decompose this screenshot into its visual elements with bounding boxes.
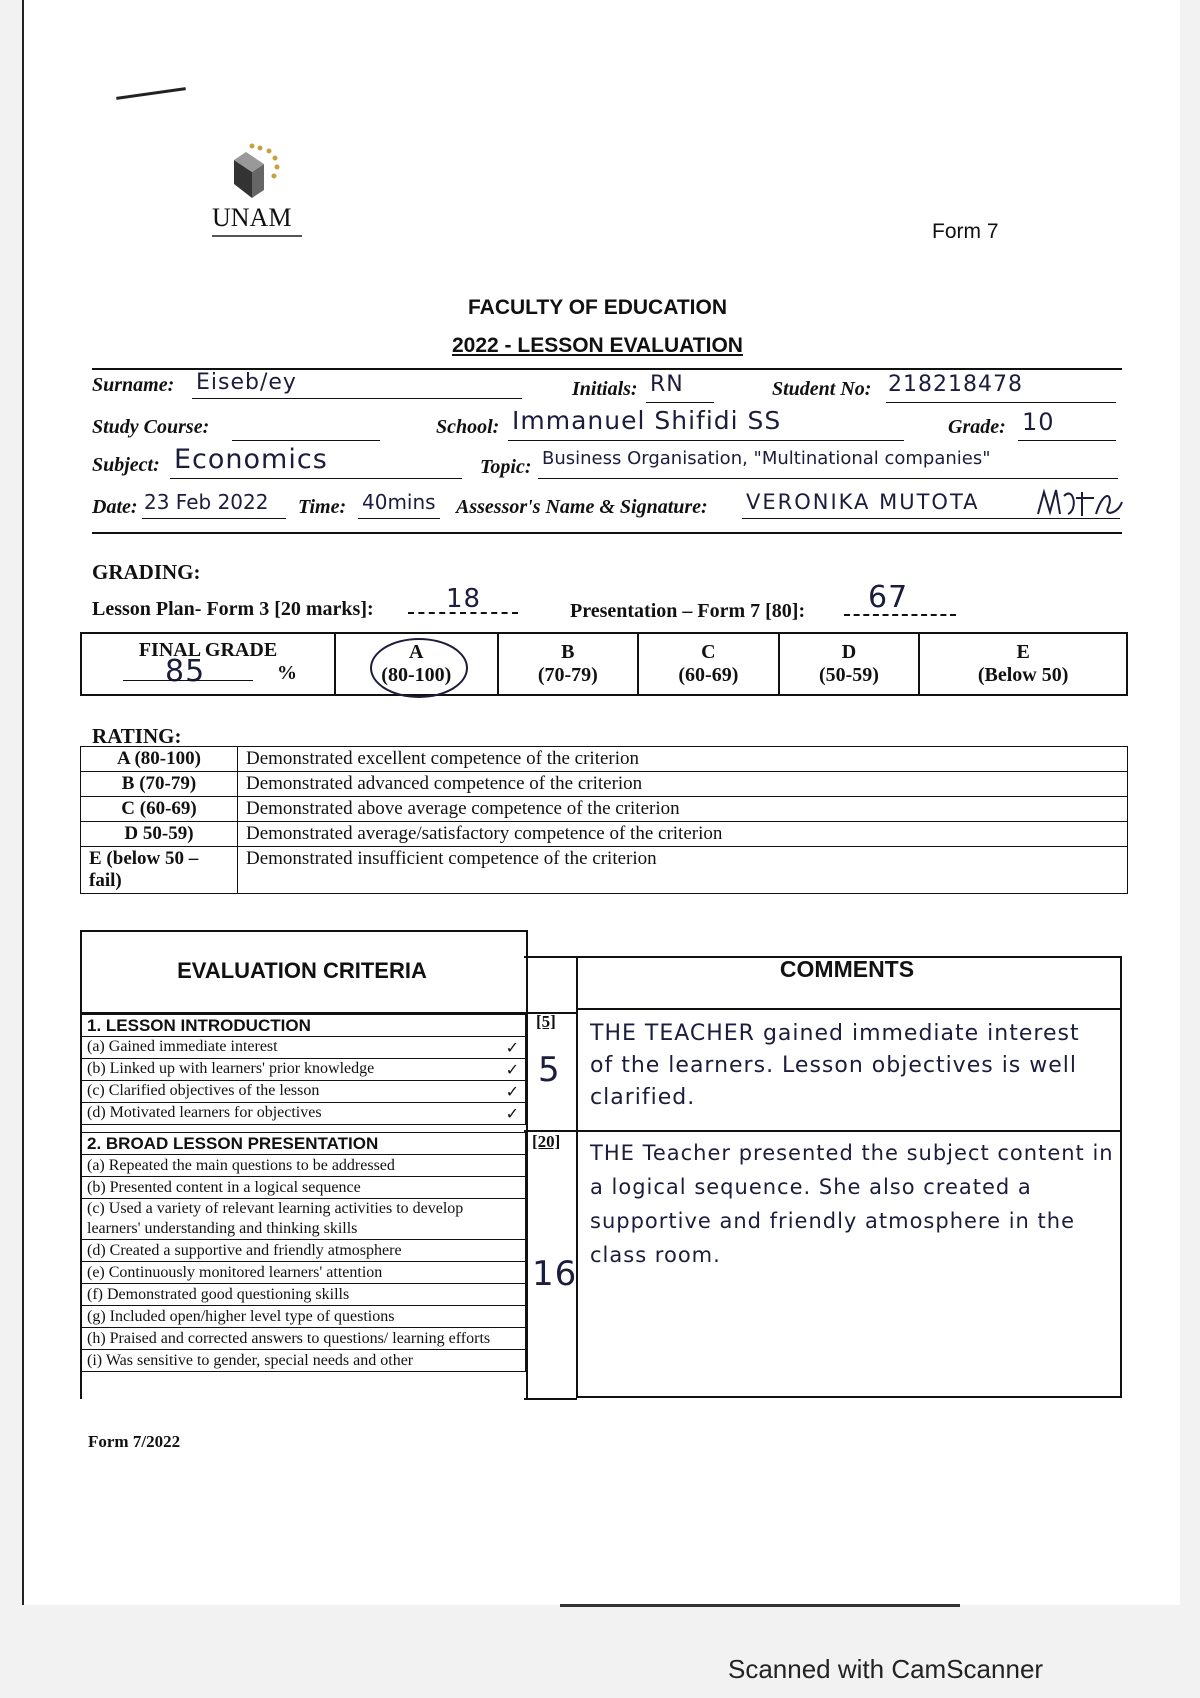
grade-band-e-letter: E — [1016, 641, 1030, 663]
footer-form-number: Form 7/2022 — [88, 1432, 181, 1451]
section-divider — [524, 1130, 1120, 1132]
grade-band-c-range: (60-69) — [678, 664, 739, 686]
percent-sign: % — [277, 661, 297, 684]
study-course-line — [232, 440, 380, 441]
section-2-score: 16 — [532, 1254, 578, 1294]
header-rule-bottom — [92, 532, 1122, 534]
grade-band-b-letter: B — [561, 641, 575, 663]
topic-line — [538, 478, 1118, 479]
grade-line — [1018, 440, 1116, 441]
student-no-label: Student No: — [772, 378, 872, 400]
criterion-item: (c) Clarified objectives of the lesson ✓ — [81, 1081, 526, 1103]
page-bottom-edge — [560, 1604, 960, 1607]
form-title: 2022 - LESSON EVALUATION — [452, 334, 743, 357]
rating-row — [81, 747, 1128, 772]
criterion-item: (g) Included open/higher level type of questions — [81, 1306, 526, 1328]
rating-desc: Demonstrated insufficient competence of the criterion — [238, 847, 1128, 894]
initials-line — [646, 402, 714, 403]
criterion-item: (i) Was sensitive to gender, special needs and other — [81, 1350, 526, 1372]
time-label: Time: — [298, 496, 347, 518]
grade-band-b — [498, 633, 639, 695]
rating-row — [81, 797, 1128, 822]
grade-band-c-letter: C — [701, 641, 716, 663]
lesson-plan-mark: 18 — [446, 584, 482, 614]
criterion-item: (f) Demonstrated good questioning skills — [81, 1284, 526, 1306]
section-1-comment: THE TEACHER gained immediate interest of the learners. Lesson objectives is well clarified. — [590, 1021, 1080, 1110]
study-course-label: Study Course: — [92, 416, 210, 438]
section-1-title: 1. LESSON INTRODUCTION — [81, 1015, 526, 1037]
rating-band: C (60-69) — [81, 797, 238, 822]
section-1-max: [5] — [536, 1012, 556, 1031]
student-no-line — [886, 402, 1116, 403]
topic-label: Topic: — [480, 456, 532, 478]
presentation-mark: 67 — [868, 580, 909, 615]
rating-table — [80, 746, 1128, 894]
date-line — [142, 518, 286, 519]
faculty-title: FACULTY OF EDUCATION — [468, 296, 727, 319]
grade-band-c — [638, 633, 779, 695]
grade-value: 10 — [1022, 408, 1055, 436]
rating-desc: Demonstrated above average competence of the criterion — [238, 797, 1128, 822]
grade-label: Grade: — [948, 416, 1006, 438]
time-line — [358, 518, 440, 519]
rating-band: D 50-59) — [81, 822, 238, 847]
criterion-item: (b) Presented content in a logical sequence — [81, 1177, 526, 1199]
student-no-value: 218218478 — [888, 372, 1023, 397]
rating-desc: Demonstrated excellent competence of the criterion — [238, 747, 1128, 772]
surname-label: Surname: — [92, 374, 175, 396]
check-icon: ✓ — [505, 1061, 519, 1079]
time-value: 40mins — [362, 490, 436, 514]
final-grade-cell — [81, 633, 335, 695]
rating-desc: Demonstrated advanced competence of the criterion — [238, 772, 1128, 797]
rating-row — [81, 847, 1128, 894]
criterion-item: (b) Linked up with learners' prior knowledge ✓ — [81, 1059, 526, 1081]
assessor-value: VERONIKA MUTOTA — [746, 490, 980, 514]
criterion-item: (e) Continuously monitored learners' attention — [81, 1262, 526, 1284]
assessor-label: Assessor's Name & Signature: — [456, 496, 708, 518]
school-value: Immanuel Shifidi SS — [512, 406, 782, 435]
criteria-heading: EVALUATION CRITERIA — [177, 958, 427, 983]
grade-band-e-range: (Below 50) — [977, 664, 1069, 686]
grading-heading: GRADING: — [92, 560, 201, 584]
presentation-label: Presentation – Form 7 [80]: — [570, 600, 806, 622]
rating-band: A (80-100) — [81, 747, 238, 772]
final-grade-label: FINAL GRADE — [138, 638, 278, 661]
comments-heading-rule — [576, 1008, 1120, 1010]
rating-band: B (70-79) — [81, 772, 238, 797]
rating-row — [81, 822, 1128, 847]
assessor-signature — [1034, 484, 1124, 529]
surname-line — [192, 398, 522, 399]
section-1-score: 5 — [538, 1050, 561, 1090]
grade-band-a — [335, 633, 498, 695]
rating-desc: Demonstrated average/satisfactory competence of the criterion — [238, 822, 1128, 847]
grade-band-d-letter: D — [841, 641, 857, 663]
criteria-section-1 — [80, 1014, 526, 1125]
topic-value: Business Organisation, "Multinational companies" — [542, 448, 991, 469]
grade-band-b-range: (70-79) — [537, 664, 598, 686]
subject-label: Subject: — [92, 454, 160, 476]
section-2-title: 2. BROAD LESSON PRESENTATION — [81, 1133, 526, 1155]
criterion-item: (a) Gained immediate interest ✓ — [81, 1037, 526, 1059]
initials-label: Initials: — [572, 378, 638, 400]
check-icon: ✓ — [505, 1083, 519, 1101]
check-icon: ✓ — [505, 1105, 519, 1123]
school-label: School: — [436, 416, 500, 438]
school-line — [508, 440, 904, 441]
check-icon: ✓ — [505, 1039, 519, 1057]
date-label: Date: — [92, 496, 138, 518]
comments-heading: COMMENTS — [779, 956, 915, 982]
grade-band-a-letter: A — [409, 641, 424, 663]
grade-circle — [370, 638, 468, 698]
criteria-section-2 — [80, 1132, 526, 1372]
subject-value: Economics — [174, 444, 328, 475]
grade-table — [80, 632, 1128, 696]
assessor-line — [742, 518, 1120, 519]
grade-band-d-range: (50-59) — [818, 664, 879, 686]
logo-text: UNAM — [212, 203, 292, 232]
criterion-item: (d) Motivated learners for objectives ✓ — [81, 1103, 526, 1125]
section-2-comment: THE Teacher presented the subject content in a logical sequence. She also created a supportive and friendly atmosphere in the class room. — [590, 1141, 1114, 1267]
final-grade-value: 85 — [165, 653, 206, 689]
criterion-item: (a) Repeated the main questions to be addressed — [81, 1155, 526, 1177]
unam-logo — [212, 140, 322, 230]
date-value: 23 Feb 2022 — [144, 490, 269, 514]
rating-band: E (below 50 – fail) — [81, 847, 238, 894]
grade-band-a-range: (80-100) — [381, 664, 452, 686]
criterion-item: (h) Praised and corrected answers to questions/ learning efforts — [81, 1328, 526, 1350]
initials-value: RN — [650, 372, 684, 397]
subject-line — [170, 478, 462, 479]
criterion-item: (d) Created a supportive and friendly atmosphere — [81, 1240, 526, 1262]
rating-row — [81, 772, 1128, 797]
grade-band-d — [779, 633, 920, 695]
grade-band-e — [919, 633, 1127, 695]
form-label: Form 7 — [932, 220, 999, 243]
lesson-plan-label: Lesson Plan- Form 3 [20 marks]: — [92, 598, 374, 620]
book-emblem-icon — [212, 140, 322, 202]
rating-heading: RATING: — [92, 724, 182, 748]
criterion-item: (c) Used a variety of relevant learning activities to develop learners' understanding and thinking skills — [81, 1199, 526, 1240]
section-2-max: [20] — [532, 1132, 561, 1151]
surname-value: Eiseb/ey — [196, 370, 297, 395]
scanner-watermark: Scanned with CamScanner — [728, 1654, 1044, 1684]
